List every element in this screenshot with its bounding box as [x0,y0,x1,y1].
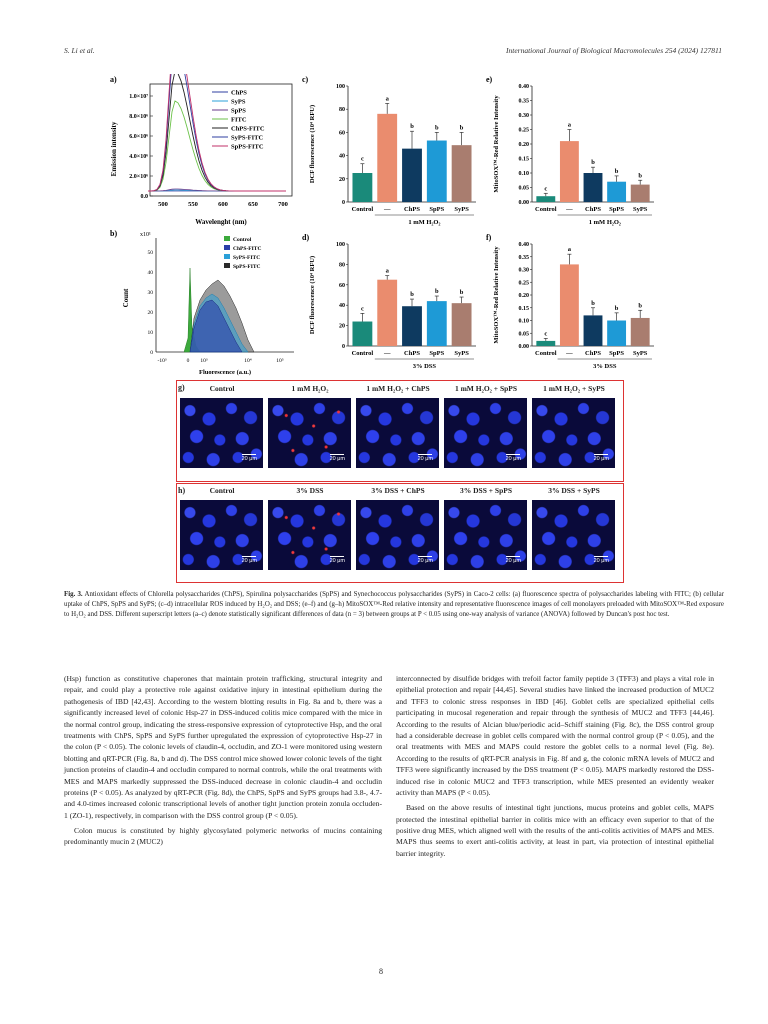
significance-letter: b [459,289,464,297]
legend-label: ChPS [231,89,247,97]
category-label: — [383,206,391,213]
significance-letter: b [638,172,643,180]
panel-a-ylabel: Emission intensity [110,121,118,177]
significance-letter: c [360,155,364,163]
panel-b-xlabel: Fluorescence (a.u.) [198,369,252,376]
panel-a-ytick: 4.0×10⁶ [129,154,148,160]
legend-swatch [224,236,230,241]
fluorescence-micrograph [444,500,527,570]
y-tick-label: 0.35 [518,254,529,261]
panel-a-xtick: 500 [158,201,168,208]
panel-c-dcf-h2o2-chart [300,74,480,238]
y-tick-label: 0.40 [518,84,529,90]
panel-a-xtick: 600 [218,201,228,208]
category-label: SyPS [454,206,469,213]
micrograph-label: 3% DSS + SyPS [548,486,600,495]
bar-control [352,173,372,202]
panel-g-letter: g) [178,383,185,392]
y-tick-label: 100 [336,84,345,90]
y-tick-label: 0.15 [518,305,529,312]
micrograph-label: 1 mM H₂O₂ + ChPS [366,384,430,393]
caption-label: Fig. 3. [64,591,83,598]
fluorescence-micrograph [356,500,439,570]
significance-letter: b [434,124,439,132]
y-tick-label: 80 [339,262,345,269]
category-label: — [566,350,573,357]
caption-text: Antioxidant effects of Chlorella polysaccharides (ChPS), Spirulina polysaccharides (SpPS) and Synechococcus polysaccharides (SyPS) in Caco-2 cells: (a) fluorescence spectra of polysaccharides labeling with FITC; (b) cellular uptake of ChPS, SpPS and SyPS; (c–d) intracellular ROS induced by H₂O₂ and DSS; (e–f) and (g–h) MitoSOX™-Red relative intensity and representative fluorescence images of cell monolayers preloaded with MitoSOX™-Red exposure to H₂O₂ and DSS. Different superscript letters (a–c) denote statistically significant differences of data (n = 3) between groups at P < 0.05 using one-way analysis of variance (ANOVA) followed by Duncan's post hoc test. [64,591,724,618]
bar-syps [631,318,650,346]
panel-b-ytick: 50 [147,250,153,256]
bar-chps [402,149,422,202]
significance-letter: b [614,304,619,312]
y-tick-label: 0.30 [518,267,529,274]
category-label: SyPS [454,350,469,357]
significance-letter: c [360,305,364,313]
legend-swatch [224,263,230,268]
y-tick-label: 0.35 [518,98,529,105]
legend-label: SpPS [231,107,246,115]
bar-chps [584,315,603,346]
body-column-left [64,673,382,852]
y-tick-label: 60 [339,282,345,289]
y-tick-label: 80 [339,107,345,114]
scale-bar: 20 μm [329,558,345,564]
scale-bar: 20 μm [417,456,433,462]
micrograph-label: 1 mM H₂O₂ [291,384,329,393]
category-label: SpPS [609,350,625,357]
significance-letter: b [410,123,414,131]
bar-spps [607,321,626,347]
legend-label: SpPS-FITC [231,143,264,151]
fluorescence-micrograph [268,398,351,468]
panel-a-xlabel: Wavelenght (nm) [195,218,247,226]
scale-bar: 20 μm [593,558,609,564]
panel-b-uptake-histogram [108,228,300,378]
significance-letter: a [385,95,389,103]
significance-letter: b [638,302,643,310]
fluorescence-micrograph [268,500,351,570]
fluorescence-micrograph [444,398,527,468]
bar- [560,264,579,346]
scale-bar: 20 μm [329,456,345,462]
micrograph-label: 3% DSS + ChPS [371,486,425,495]
page-number: 8 [379,967,383,976]
panel-b-ytick: 0 [150,350,153,356]
category-label: Control [351,350,374,357]
bar-chps [584,173,603,202]
bar- [560,141,579,202]
legend-label: Control [233,237,252,243]
category-label: Control [351,206,374,213]
panel-a-ytick: 8.0×10⁶ [129,114,148,120]
panel-a-spectra-chart [108,74,300,228]
bar-syps [452,303,472,346]
y-tick-label: 40 [339,153,345,160]
body-column-right [396,673,714,863]
panel-b-y-exponent: x10¹ [140,232,151,238]
panel-a-xtick: 700 [278,201,288,208]
significance-letter: b [434,288,439,296]
category-label: — [566,206,573,213]
scale-bar: 20 μm [241,558,257,564]
significance-letter: b [459,124,464,132]
panel-d-letter: d) [302,233,310,242]
panel-b-ytick: 10 [147,330,153,336]
category-label: Control [535,206,557,213]
paragraph: Based on the above results of intestinal tight junctions, mucus proteins and goblet cells, MAPS protected the intestinal epithelial barrier in colitis mice with an efficacy even superior to that of the positive drug MES, which aligned well with the results of the anti-colitis activities of MAPS and MES. MAPS thus seems to exert anti-colitis activity, at least in part, via protection of intestinal epithelial barrier integrity. [396,803,714,858]
running-header-authors: S. Li et al. [64,46,95,55]
scale-bar: 20 μm [417,558,433,564]
y-tick-label: 0.25 [518,280,529,287]
category-label: SyPS [632,350,648,357]
panel-f-ylabel: MitoSOX™-Red Relative Intensity [493,246,500,344]
y-tick-label: 0.25 [518,127,529,134]
category-label: SpPS [429,206,445,213]
fluorescence-micrograph [180,500,263,570]
y-tick-label: 0.10 [518,318,529,325]
category-label: SpPS [609,206,625,213]
y-tick-label: 0.00 [518,344,529,350]
y-tick-label: 20 [339,176,345,183]
micrograph-label: 1 mM H₂O₂ + SpPS [454,384,518,393]
panel-a-xtick: 550 [188,201,198,208]
group-label: 1 mM H₂O₂ [408,219,441,226]
significance-letter: b [614,167,619,175]
significance-letter: b [591,299,595,307]
y-tick-label: 20 [339,323,345,330]
scale-bar: 20 μm [505,558,521,564]
panel-b-ytick: 40 [147,270,153,276]
legend-label: SpPS-FITC [233,264,261,270]
y-tick-label: 0.30 [518,113,529,119]
fluorescence-micrograph [532,500,615,570]
legend-label: SyPS-FITC [231,134,264,142]
running-header-journal: International Journal of Biological Macromolecules 254 (2024) 127811 [505,46,722,55]
y-tick-label: 0 [342,344,345,350]
significance-letter: c [544,330,548,338]
bar-spps [607,182,626,202]
y-tick-label: 0.20 [518,142,529,148]
y-tick-label: 0.00 [518,200,529,206]
bar-syps [631,185,650,202]
y-tick-label: 0.05 [518,185,529,192]
bar-chps [402,306,422,346]
y-tick-label: 0.20 [518,293,529,299]
legend-label: FITC [231,116,247,124]
panel-a-ytick: 1.0×10⁷ [129,94,148,100]
bar-control [536,341,555,346]
legend-label: ChPS-FITC [233,246,262,252]
y-tick-label: 0.10 [518,171,529,177]
category-label: ChPS [404,350,420,357]
micrograph-label: 1 mM H₂O₂ + SyPS [543,384,605,393]
panel-a-ytick: 0.0 [140,194,148,200]
panel-c-ylabel: DCF fluorescence (10⁴ RFU) [309,104,316,184]
panel-f-mitosox-dss-chart [484,232,660,382]
significance-letter: c [544,185,548,193]
category-label: ChPS [585,206,601,213]
micrograph-label: 3% DSS + SpPS [459,486,512,495]
y-tick-label: 60 [339,130,345,137]
bar-spps [427,301,447,346]
legend-label: SyPS-FITC [233,255,261,261]
paragraph: Colon mucus is constituted by highly glycosylated polymeric networks of mucins containing predominantly mucin 2 (MUC2) [64,826,382,847]
legend-label: SyPS [231,98,246,106]
bar-control [352,322,372,346]
bar-control [536,196,555,202]
significance-letter: b [591,159,595,167]
fluorescence-micrograph [180,398,263,468]
y-tick-label: 100 [336,242,345,248]
bar-spps [427,141,447,202]
group-label: 3% DSS [412,363,437,370]
panel-a-xtick: 650 [248,201,258,208]
panel-b-ylabel: Count [122,288,130,308]
panel-e-mitosox-h2o2-chart [484,74,660,238]
panel-e-ylabel: MitoSOX™-Red Relative Intensity [493,95,500,193]
panel-a-letter: a) [110,75,117,84]
panel-h-letter: h) [178,486,186,495]
scale-bar: 20 μm [241,456,257,462]
panel-f-letter: f) [486,233,492,242]
bar-syps [452,145,472,202]
fluorescence-micrograph [532,398,615,468]
category-label: ChPS [585,350,601,357]
panel-b-xtick: 0 [186,358,190,364]
panel-e-letter: e) [486,75,493,84]
y-tick-label: 0 [342,200,345,206]
y-tick-label: 40 [339,303,345,310]
panel-b-xtick: -10³ [157,358,167,364]
legend-swatch [224,245,230,250]
paragraph: interconnected by disulfide bridges with trefoil factor family peptide 3 (TFF3) and plays a vital role in epithelial protection and repair [44,45]. Several studies have linked the increased production of MUC2 and TFF3 to colonic stress responses in IBD [46]. Goblet cells are specialized epithelial cells participating in mucosal regeneration and repair through the synthesis of MUC2 and TFF3 [44,46]. According to the results of Alcian blue/periodic acid–Schiff staining (Fig. 8c), the DSS control group had a considerable decrease in goblet cells compared with the normal control group (P < 0.05), and the oral treatments with MES and MAPS could restore the goblet cells to a normal level (Fig. 8e). According to the results of qRT-PCR analysis in Fig. 8f and g, the colonic mRNA levels of MUC2 and TFF3 were significantly increased by the DSS treatment (P < 0.05). MAPS markedly restored the DSS-induced rise in colonic MUC2 and TFF3 transcription, while MES presented an evidently weaker activity than MAPS (P < 0.05). [396,674,714,797]
panel-b-xtick: 10³ [200,358,208,364]
paragraph: (Hsp) function as constitutive chaperones that maintain protein trafficking, structural integrity and repair, and could play a protective role against oxidative injury in intestinal epithelium during the pathogenesis of IBD [42,43]. According to the western blotting results in Fig. 8a and b, there was a significantly increased level of colonic Hsp-27 in DSS-induced colitis mice compared with the mice in the normal control group, indicating the stress-responsive expression of cytoprotective Hsp, and the oral treatments with ChPS, SpPS and SyPS further upregulated the expression of cytoprotective Hsp-27 in the colon (P < 0.05). The colonic levels of claudin-4, occludin, and ZO-1 were monitored using western blotting and qRT-PCR (Fig. 8a, b and d). The DSS control mice showed lower colonic levels of the tight junction proteins of claudin-4 and occludin compared to normal controls, while the oral treatments with MES and MAPS markedly suppressed the DSS-induced decrease in colonic claudin-4 and occludin proteins (P < 0.05). As analyzed by qRT-PCR (Fig. 8d), the ChPS, SpPS and SyPS groups had 3.8-, 4.7- and 4.0-times increased colonic transcriptional levels of another tight junction protein zonula occluden-1 (ZO-1), respectively, in comparison with the DSS control group (P < 0.05). [64,674,382,820]
micrograph-label: Control [209,384,235,393]
category-label: Control [535,350,557,357]
y-tick-label: 0.40 [518,242,529,248]
bar- [377,114,397,202]
panel-a-ytick: 2.0×10⁶ [129,174,148,180]
scale-bar: 20 μm [593,456,609,462]
group-label: 1 mM H₂O₂ [588,219,621,226]
y-tick-label: 0.15 [518,156,529,163]
panel-b-xtick: 10⁴ [244,358,252,364]
panel-b-xtick: 10⁵ [276,358,284,364]
group-label: 3% DSS [593,363,617,370]
legend-label: ChPS-FITC [231,125,265,133]
fluorescence-micrograph [356,398,439,468]
scale-bar: 20 μm [505,456,521,462]
panel-c-letter: c) [302,75,309,84]
figure-caption [64,590,724,619]
panel-b-letter: b) [110,229,118,238]
panel-a-ytick: 6.0×10⁶ [129,134,148,140]
micrograph-label: Control [209,486,235,495]
significance-letter: b [410,291,414,299]
category-label: ChPS [404,206,420,213]
panel-b-ytick: 20 [147,310,153,316]
legend-swatch [224,254,230,259]
category-label: — [383,350,391,357]
significance-letter: a [567,246,572,254]
bar- [377,280,397,346]
panel-d-dcf-dss-chart [300,232,480,382]
category-label: SyPS [632,206,648,213]
y-tick-label: 0.05 [518,331,529,338]
micrograph-label: 3% DSS [296,486,324,495]
significance-letter: a [385,267,389,275]
significance-letter: a [567,121,572,129]
category-label: SpPS [429,350,445,357]
panel-b-ytick: 30 [147,290,153,296]
panel-d-ylabel: DCF fluorescence (10⁴ RFU) [309,255,316,335]
